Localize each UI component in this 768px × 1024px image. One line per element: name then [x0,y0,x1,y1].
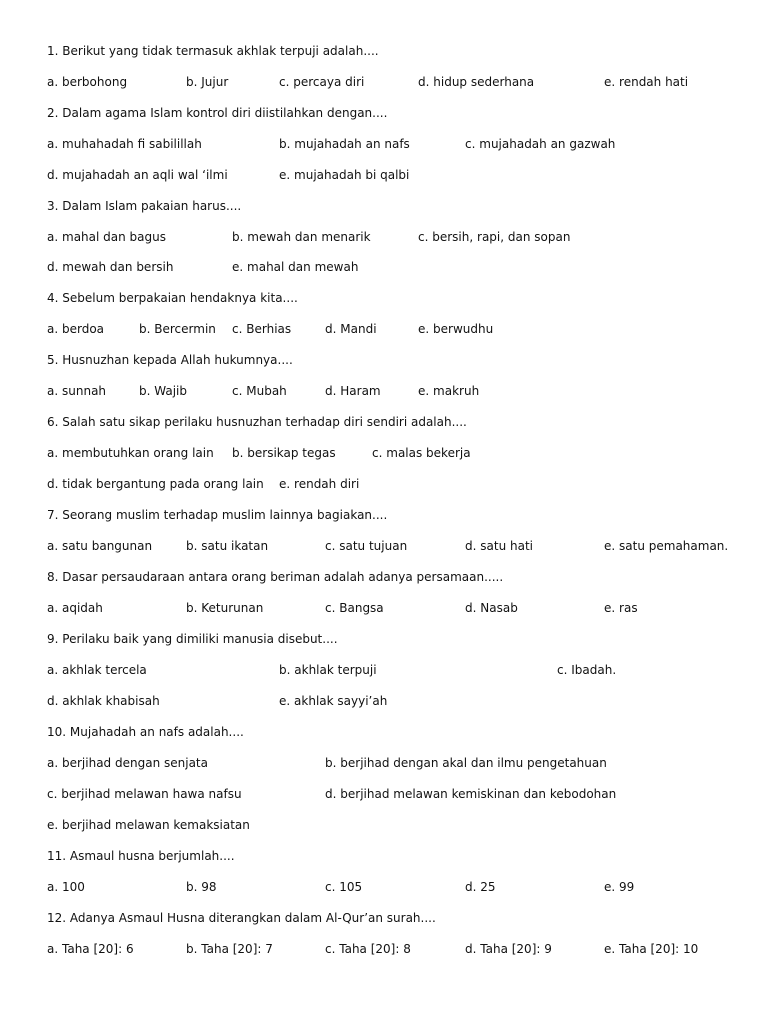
option-b: b. akhlak terpuji [279,663,377,677]
question-text: 10. Mujahadah an nafs adalah.... [47,725,244,739]
option-a: a. sunnah [47,384,107,398]
option-a: a. Taha [20]: 6 [47,942,134,956]
option-e: e. satu pemahaman. [604,539,729,553]
option-e: e. berjihad melawan kemaksiatan [47,818,250,832]
options-row [0,878,768,896]
option-b: b. mewah dan menarik [232,230,371,244]
options-row [0,228,768,246]
question-4 [0,289,768,307]
options-row [0,258,768,276]
option-d: d. Nasab [465,601,518,615]
option-c: c. percaya diri [279,75,365,89]
options-row [0,444,768,462]
option-b: b. Taha [20]: 7 [186,942,273,956]
option-b: b. bersikap tegas [232,446,336,460]
option-a: a. akhlak tercela [47,663,147,677]
option-e: e. rendah diri [279,477,360,491]
option-d: d. berjihad melawan kemiskinan dan kebodohan [325,787,617,801]
option-a: a. 100 [47,880,85,894]
option-b: b. 98 [186,880,217,894]
question-7 [0,506,768,524]
options-row [0,754,768,772]
question-text: 2. Dalam agama Islam kontrol diri diistilahkan dengan.... [47,106,388,120]
option-d: d. Taha [20]: 9 [465,942,552,956]
option-c: c. mujahadah an gazwah [465,137,616,151]
option-d: d. akhlak khabisah [47,694,160,708]
option-b: b. Bercermin [139,322,216,336]
option-a: a. muhahadah fi sabilillah [47,137,202,151]
question-text: 8. Dasar persaudaraan antara orang beriman adalah adanya persamaan..... [47,570,504,584]
question-text: 6. Salah satu sikap perilaku husnuzhan terhadap diri sendiri adalah.... [47,415,467,429]
option-b: b. satu ikatan [186,539,269,553]
option-d: d. Haram [325,384,381,398]
option-b: b. mujahadah an nafs [279,137,410,151]
option-d: d. Mandi [325,322,377,336]
option-d: d. hidup sederhana [418,75,535,89]
option-e: e. mujahadah bi qalbi [279,168,410,182]
question-text: 3. Dalam Islam pakaian harus.... [47,199,242,213]
option-c: c. Berhias [232,322,292,336]
option-d: d. satu hati [465,539,533,553]
options-row [0,166,768,184]
option-a: a. mahal dan bagus [47,230,166,244]
option-e: e. mahal dan mewah [232,260,359,274]
option-c: c. malas bekerja [372,446,471,460]
option-c: c. bersih, rapi, dan sopan [418,230,571,244]
options-row [0,940,768,958]
question-text: 12. Adanya Asmaul Husna diterangkan dalam Al-Qur’an surah.... [47,911,436,925]
option-e: e. 99 [604,880,635,894]
option-e: e. akhlak sayyi’ah [279,694,388,708]
option-e: e. berwudhu [418,322,494,336]
option-c: c. 105 [325,880,363,894]
options-row [0,320,768,338]
options-row [0,475,768,493]
option-c: c. berjihad melawan hawa nafsu [47,787,242,801]
option-b: b. berjihad dengan akal dan ilmu pengetahuan [325,756,607,770]
question-9 [0,630,768,648]
option-d: d. mujahadah an aqli wal ‘ilmi [47,168,228,182]
options-row [0,599,768,617]
options-row [0,692,768,710]
option-b: b. Keturunan [186,601,264,615]
option-c: c. Ibadah. [557,663,617,677]
option-a: a. berdoa [47,322,105,336]
option-e: e. Taha [20]: 10 [604,942,699,956]
option-c: c. Mubah [232,384,287,398]
question-text: 5. Husnuzhan kepada Allah hukumnya.... [47,353,293,367]
options-row [0,537,768,555]
option-c: c. Bangsa [325,601,384,615]
options-row [0,135,768,153]
option-c: c. satu tujuan [325,539,408,553]
options-row [0,816,768,834]
question-10 [0,723,768,741]
question-8 [0,568,768,586]
option-a: a. berjihad dengan senjata [47,756,208,770]
options-row [0,382,768,400]
option-d: d. 25 [465,880,496,894]
question-11 [0,847,768,865]
option-b: b. Wajib [139,384,188,398]
question-1 [0,42,768,60]
question-6 [0,413,768,431]
question-text: 9. Perilaku baik yang dimiliki manusia disebut.... [47,632,338,646]
question-12 [0,909,768,927]
options-row [0,73,768,91]
option-e: e. ras [604,601,638,615]
option-a: a. berbohong [47,75,128,89]
option-e: e. rendah hati [604,75,689,89]
option-a: a. satu bangunan [47,539,153,553]
option-e: e. makruh [418,384,480,398]
option-d: d. tidak bergantung pada orang lain [47,477,264,491]
option-a: a. aqidah [47,601,103,615]
question-2 [0,104,768,122]
option-a: a. membutuhkan orang lain [47,446,214,460]
option-c: c. Taha [20]: 8 [325,942,411,956]
question-5 [0,351,768,369]
options-row [0,785,768,803]
options-row [0,661,768,679]
option-b: b. Jujur [186,75,229,89]
question-text: 1. Berikut yang tidak termasuk akhlak terpuji adalah.... [47,44,379,58]
question-text: 7. Seorang muslim terhadap muslim lainnya bagiakan.... [47,508,388,522]
question-3 [0,197,768,215]
option-d: d. mewah dan bersih [47,260,174,274]
question-text: 4. Sebelum berpakaian hendaknya kita.... [47,291,298,305]
question-text: 11. Asmaul husna berjumlah.... [47,849,235,863]
